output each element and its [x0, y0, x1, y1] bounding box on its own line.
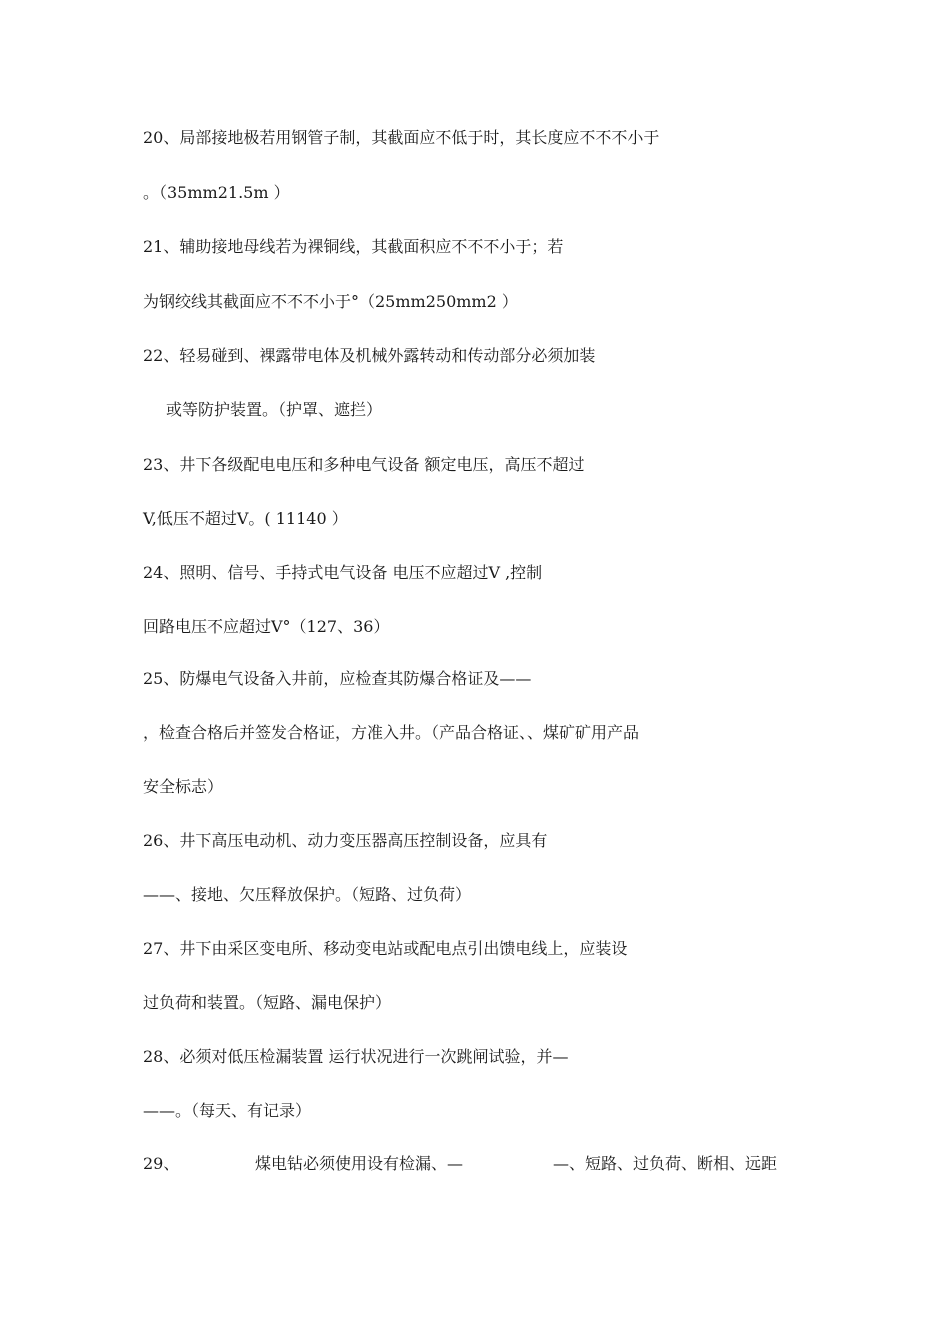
text-line: 或等防护装置。（护罩、遮拦）	[166, 400, 383, 419]
text-line: 24、照明、信号、手持式电气设备 电压不应超过V ,控制	[143, 563, 543, 582]
text-line: 28、必须对低压检漏装置 运行状况进行一次跳闸试验，并—	[143, 1047, 569, 1066]
text-line: 25、防爆电气设备入井前，应检查其防爆合格证及——	[143, 669, 532, 688]
text-line: ，检查合格后并签发合格证，方准入井。（产品合格证、、煤矿矿用产品	[143, 723, 640, 742]
question-29-number: 29、	[143, 1154, 180, 1173]
text-line: 22、轻易碰到、裸露带电体及机械外露转动和传动部分必须加装	[143, 346, 596, 365]
text-line: 21、辅助接地母线若为裸铜线，其截面积应不不不小于；若	[143, 237, 564, 256]
text-line: 。（35mm21.5m ）	[143, 183, 290, 202]
text-line: ——。（每天、有记录）	[143, 1101, 312, 1120]
text-line: ——、接地、欠压释放保护。（短路、过负荷）	[143, 885, 472, 904]
text-line: 20、局部接地极若用钢管子制，其截面应不低于时，其长度应不不不小于	[143, 128, 660, 147]
question-29-text-part2: —、短路、过负荷、断相、远距	[553, 1154, 778, 1173]
text-line: V,低压不超过V。( 11140 ）	[143, 509, 348, 528]
question-29-text-part1: 煤电钻必须使用设有检漏、—	[255, 1154, 464, 1173]
text-line: 26、井下高压电动机、动力变压器高压控制设备，应具有	[143, 831, 548, 850]
text-line: 27、井下由采区变电所、移动变电站或配电点引出馈电线上，应装设	[143, 939, 628, 958]
text-line: 安全标志）	[143, 777, 224, 796]
text-line: 过负荷和装置。（短路、漏电保护）	[143, 993, 392, 1012]
text-line: 23、井下各级配电电压和多种电气设备 额定电压，高压不超过	[143, 455, 585, 474]
text-line: 回路电压不应超过V°（127、36）	[143, 617, 390, 636]
text-line: 为钢绞线其截面应不不不小于°（25mm250mm2 ）	[143, 292, 518, 311]
